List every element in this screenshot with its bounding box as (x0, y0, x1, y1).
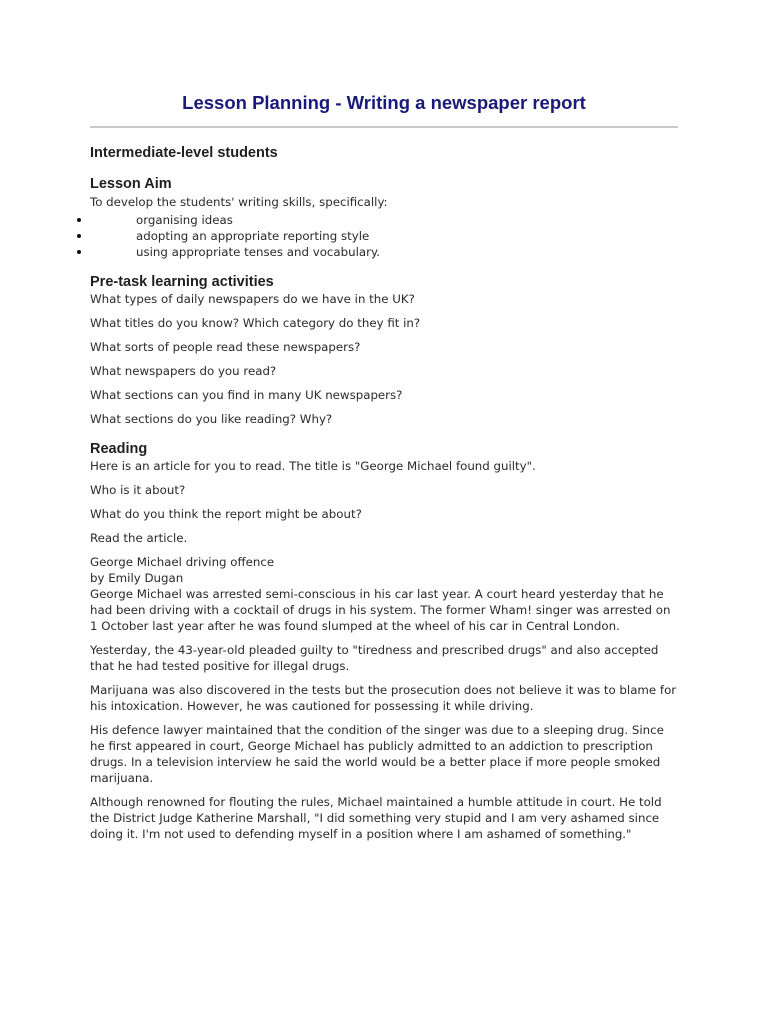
article (90, 554, 680, 842)
bullet-icon (77, 218, 81, 222)
pretask-question: What sorts of people read these newspapers? (90, 340, 361, 354)
list-item-text: using appropriate tenses and vocabulary. (136, 245, 380, 259)
document-title: Lesson Planning - Writing a newspaper report (182, 92, 586, 113)
list-item (90, 228, 680, 244)
reading-question: Who is it about? (90, 483, 186, 497)
article-paragraph: His defence lawyer maintained that the condition of the singer was due to a sleeping drug. Since he first appeared in court, George Michael has publicly admitted to an addiction to prescription drugs. In a television interview he said the world would be a better place if more people smoked marijuana. (90, 723, 664, 785)
list-item (90, 212, 680, 228)
pretask-question: What sections can you find in many UK newspapers? (90, 388, 403, 402)
article-paragraph: George Michael was arrested semi-conscious in his car last year. A court heard yesterday that he had been driving with a cocktail of drugs in his system. The former Wham! singer was arrested on 1 October last year after he was found slumped at the wheel of his car in Central London. (90, 587, 671, 633)
pretask-question: What newspapers do you read? (90, 364, 277, 378)
pretask-section (90, 273, 680, 427)
article-paragraph: Yesterday, the 43-year-old pleaded guilty to "tiredness and prescribed drugs" and also accepted that he had tested positive for illegal drugs. (90, 643, 659, 673)
reading-intro: Here is an article for you to read. The title is "George Michael found guilty". (90, 459, 536, 473)
reading-section (90, 440, 680, 842)
lesson-aim-intro: To develop the students' writing skills, specifically: (90, 195, 388, 209)
list-item-text: organising ideas (136, 213, 233, 227)
lesson-aim-section (90, 175, 680, 260)
title-divider (90, 126, 678, 128)
article-paragraph: Although renowned for flouting the rules, Michael maintained a humble attitude in court. He told the District Judge Katherine Marshall, "I did something very stupid and I am very ashamed since doing it. I'm not used to defending myself in a position where I am ashamed of something." (90, 795, 662, 841)
article-headline: George Michael driving offence (90, 555, 275, 569)
pretask-question: What sections do you like reading? Why? (90, 412, 333, 426)
bullet-icon (77, 234, 81, 238)
reading-heading: Reading (90, 441, 148, 457)
list-item (90, 244, 680, 260)
bullet-icon (77, 250, 81, 254)
reading-instruction: Read the article. (90, 531, 188, 545)
article-byline: by Emily Dugan (90, 571, 184, 585)
list-item-text: adopting an appropriate reporting style (136, 229, 370, 243)
pretask-heading: Pre-task learning activities (90, 274, 274, 290)
document-body (90, 144, 680, 842)
level-heading: Intermediate-level students (90, 145, 278, 161)
lesson-aim-list (90, 212, 680, 260)
lesson-aim-heading: Lesson Aim (90, 176, 172, 192)
pretask-question: What titles do you know? Which category do they fit in? (90, 316, 421, 330)
pretask-question: What types of daily newspapers do we have in the UK? (90, 292, 415, 306)
reading-question: What do you think the report might be about? (90, 507, 362, 521)
article-paragraph: Marijuana was also discovered in the tests but the prosecution does not believe it was to blame for his intoxication. However, he was cautioned for possessing it while driving. (90, 683, 677, 713)
